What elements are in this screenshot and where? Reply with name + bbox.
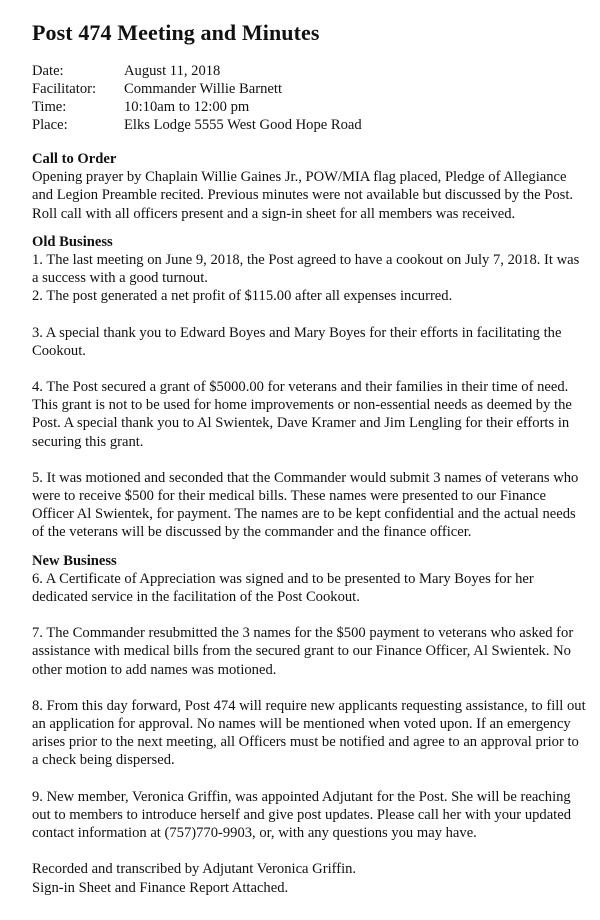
old-business-item-5: 5. It was motioned and seconded that the Commander would submit 3 names of veterans who were to receive $500 for their medical bills. These names were presented to our Finance Officer Al Swientek, for payment. The names are to be kept confidential and the actual needs of the veterans will be discussed by the commander and the finance officer. [32, 469, 579, 541]
meta-label: Time: [32, 99, 67, 115]
attachments-note: Sign-in Sheet and Finance Report Attached. [32, 879, 289, 896]
meta-label: Place: [32, 117, 68, 133]
page-title: Post 474 Meeting and Minutes [32, 20, 320, 45]
meta-value: Elks Lodge 5555 West Good Hope Road [124, 117, 362, 133]
new-business-item-8: 8. From this day forward, Post 474 will require new applicants requesting assistance, to fill out an application for approval. No names will be mentioned when voted upon. If an emergency arises prior to the next meeting, all Officers must be notified and agree to an approval prior to a check being dispersed. [32, 697, 586, 769]
old-business-item-2: 2. The post generated a net profit of $115.00 after all expenses incurred. [32, 288, 453, 305]
call-to-order-heading: Call to Order [32, 151, 117, 167]
recorded-by: Recorded and transcribed by Adjutant Veronica Griffin. [32, 861, 357, 878]
new-business-heading: New Business [32, 552, 117, 569]
meta-row-facilitator [32, 80, 362, 98]
meta-label: Facilitator: [32, 81, 97, 97]
old-business-item-3: 3. A special thank you to Edward Boyes and Mary Boyes for their efforts in facilitating the Cookout. [32, 324, 562, 359]
old-business-item-1: 1. The last meeting on June 9, 2018, the Post agreed to have a cookout on July 7, 2018. It was a success with a good turnout. [32, 252, 580, 287]
meta-label: Date: [32, 63, 64, 79]
old-business-heading: Old Business [32, 233, 113, 250]
minutes-body [32, 150, 588, 897]
meta-value: Commander Willie Barnett [124, 81, 283, 97]
new-business-item-6: 6. A Certificate of Appreciation was signed and to be presented to Mary Boyes for her dedicated service in the facilitation of the Post Cookout. [32, 570, 534, 606]
new-business-item-7: 7. The Commander resubmitted the 3 names for the $500 payment to veterans who asked for assistance with medical bills from the secured grant to our Finance Officer, Al Swientek. No other motion to add names was motioned. [32, 625, 574, 678]
meta-value: 10:10am to 12:00 pm [124, 99, 250, 115]
meta-row-date [32, 62, 362, 80]
call-to-order-text: Opening prayer by Chaplain Willie Gaines Jr., POW/MIA flag placed, Pledge of Allegiance and Legion Preamble recited. Previous minutes were not available but discussed by the Post. Roll call with all officers present and a sign-in sheet for all members was received. [32, 169, 574, 222]
meeting-details [32, 62, 362, 134]
meta-value: August 11, 2018 [124, 63, 221, 79]
meta-row-place [32, 116, 362, 134]
new-business-item-9: 9. New member, Veronica Griffin, was appointed Adjutant for the Post. She will be reaching out to members to introduce herself and give post updates. Please call her with your updated contact information at (757)770-9903, or, with any questions you may have. [32, 788, 572, 842]
old-business-item-4: 4. The Post secured a grant of $5000.00 for veterans and their families in their time of need. This grant is not to be used for home improvements or non-essential needs as deemed by the Post. A special thank you to Al Swientek, Dave Kramer and Jim Lengling for their efforts in securing this grant. [32, 379, 572, 450]
meta-row-time [32, 98, 362, 116]
